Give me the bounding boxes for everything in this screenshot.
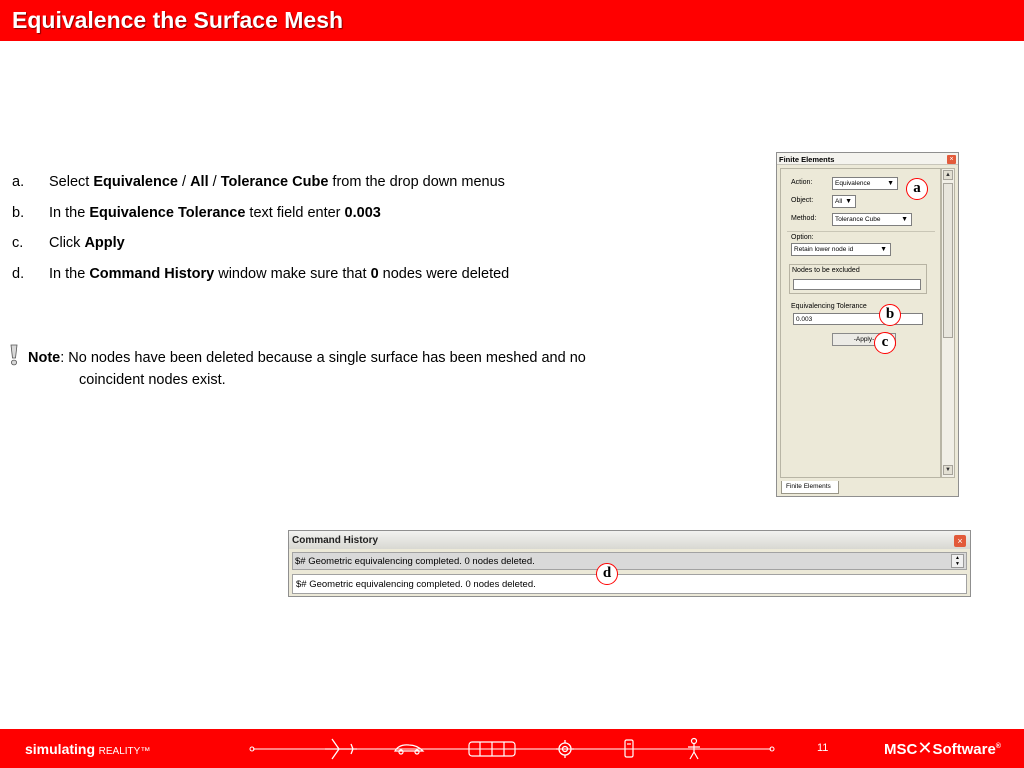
step-letter: a.	[12, 174, 25, 190]
step-text: In the Command History window make sure that 0 nodes were deleted	[49, 265, 510, 282]
step-text: Select Equivalence / All / Tolerance Cube from the drop down menus	[49, 174, 505, 190]
command-input[interactable]: $# Geometric equivalencing completed. 0 nodes deleted.	[292, 574, 967, 594]
scroll-thumb[interactable]	[943, 183, 953, 338]
action-label: Action:	[791, 179, 813, 186]
tagline: simulating REALITY™	[25, 741, 151, 757]
callout-c: c	[874, 332, 896, 354]
divider	[787, 231, 935, 232]
step-letter: d.	[12, 265, 25, 282]
footer	[0, 729, 1024, 768]
history-log	[292, 552, 967, 570]
dropdown-caret-icon: ▼	[901, 216, 908, 223]
title-bar	[0, 0, 1024, 41]
step-text: Click Apply	[49, 235, 125, 251]
finite-elements-panel	[776, 152, 959, 497]
note-line-1: Note: No nodes have been deleted because a single surface has been meshed and no	[28, 350, 586, 366]
tolerance-label: Equivalencing Tolerance	[791, 303, 867, 310]
apply-button[interactable]: -Apply-	[832, 333, 896, 346]
slide-title: Equivalence the Surface Mesh	[12, 7, 344, 33]
step-letter: b.	[12, 204, 25, 221]
scroll-spinner[interactable]: ▲ ▼	[951, 554, 964, 568]
command-history-title: Command History	[289, 531, 970, 549]
dropdown-caret-icon: ▼	[887, 180, 894, 187]
step-text: In the Equivalence Tolerance text field enter 0.003	[49, 204, 381, 221]
callout-a: a	[906, 178, 928, 200]
exclamation-icon	[8, 344, 20, 366]
dropdown-caret-icon: ▼	[880, 246, 887, 253]
log-line: $# Geometric equivalencing completed. 0 nodes deleted.	[295, 556, 535, 567]
scroll-up-icon[interactable]: ▲	[943, 170, 953, 180]
method-label: Method:	[791, 215, 817, 222]
step-letter: c.	[12, 235, 24, 251]
command-history-window	[288, 530, 971, 597]
dropdown-caret-icon: ▼	[845, 198, 852, 205]
callout-d: d	[596, 563, 618, 585]
note-line-2: coincident nodes exist.	[79, 372, 226, 388]
option-label: Option:	[791, 234, 814, 241]
close-icon[interactable]: ×	[954, 535, 966, 547]
vertical-scrollbar[interactable]	[941, 168, 955, 478]
option-dropdown[interactable]: Retain lower node id ▼	[791, 243, 891, 256]
excluded-nodes-group	[789, 264, 927, 294]
tab-finite-elements[interactable]: Finite Elements	[781, 481, 839, 494]
page-number: 11	[817, 742, 829, 754]
object-label: Object:	[791, 197, 814, 204]
tolerance-field[interactable]: 0.003	[793, 313, 923, 325]
callout-b: b	[879, 304, 901, 326]
industry-icons-strip	[247, 736, 777, 762]
action-dropdown[interactable]: Equivalence ▼	[832, 177, 898, 190]
excluded-nodes-field[interactable]	[793, 279, 921, 290]
object-dropdown[interactable]: All ▼	[832, 195, 856, 208]
close-icon[interactable]: ×	[947, 155, 956, 164]
panel-title: Finite Elements	[777, 153, 958, 165]
airplane-icon	[325, 739, 357, 759]
panel-body	[780, 168, 941, 478]
msc-logo: MSC✕Software®	[884, 738, 1001, 758]
excluded-nodes-label: Nodes to be excluded	[792, 267, 860, 274]
method-dropdown[interactable]: Tolerance Cube ▼	[832, 213, 912, 226]
scroll-down-icon[interactable]: ▼	[943, 465, 953, 475]
